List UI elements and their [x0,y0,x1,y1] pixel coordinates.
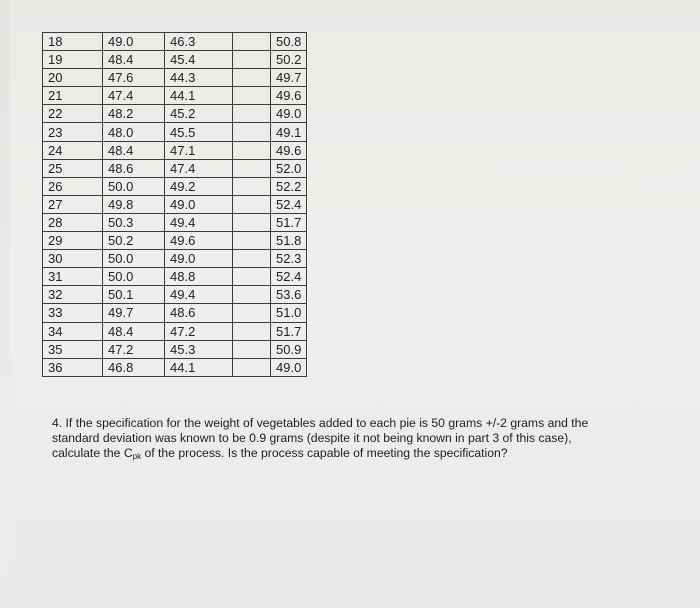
table-row [43,268,307,286]
table-cell: 23 [43,123,103,141]
table-cell: 48.0 [103,123,165,141]
table-cell: 48.8 [165,268,233,286]
table-cell: 47.1 [165,141,233,159]
cpk-subscript: pk [132,452,142,461]
question-line-3-start: calculate the C [52,446,133,460]
table-cell [233,232,271,250]
table-cell [233,268,271,286]
table-cell: 27 [43,195,103,213]
table-cell: 50.9 [271,340,307,358]
table-cell: 20 [43,69,103,87]
table-cell: 47.4 [103,87,165,105]
table-cell: 49.1 [271,123,307,141]
table-cell: 29 [43,232,103,250]
table-cell: 49.4 [165,213,233,231]
table-cell: 32 [43,286,103,304]
table-row [43,87,307,105]
table-cell: 50.2 [103,232,165,250]
question-4 [52,416,692,464]
table-cell: 48.2 [103,105,165,123]
table-cell: 45.4 [165,51,233,69]
question-line-3 [52,446,692,464]
table-cell: 50.0 [103,268,165,286]
table-cell: 36 [43,358,103,376]
table-row [43,304,307,322]
table-cell: 48.6 [165,304,233,322]
table-cell: 45.2 [165,105,233,123]
table-cell: 48.4 [103,51,165,69]
table-row [43,213,307,231]
table-cell [233,87,271,105]
table-cell: 34 [43,322,103,340]
table-cell: 21 [43,87,103,105]
table-cell: 45.3 [165,340,233,358]
table-row [43,340,307,358]
table-cell: 47.4 [165,159,233,177]
table-row [43,141,307,159]
table-cell [233,340,271,358]
table-cell: 49.4 [165,286,233,304]
table-cell: 52.4 [271,268,307,286]
table-cell: 49.7 [271,69,307,87]
table-cell: 50.8 [271,33,307,51]
question-line-2: standard deviation was known to be 0.9 grams (despite it not being known in part 3 of this case), [52,431,572,445]
table-cell [233,195,271,213]
table-cell: 52.3 [271,250,307,268]
table-cell: 49.7 [103,304,165,322]
table-cell: 49.0 [165,195,233,213]
table-cell: 51.7 [271,322,307,340]
table-cell: 49.0 [271,105,307,123]
table-cell [233,141,271,159]
table-row [43,322,307,340]
table-cell: 49.6 [165,232,233,250]
table-row [43,69,307,87]
table-cell [233,213,271,231]
table-cell: 44.1 [165,87,233,105]
table-cell: 49.0 [103,33,165,51]
table-cell: 51.0 [271,304,307,322]
table-cell: 49.0 [165,250,233,268]
table-cell [233,105,271,123]
table-row [43,232,307,250]
table-row [43,177,307,195]
table-cell [233,159,271,177]
question-line-3-end: of the process. Is the process capable of meeting the specification? [141,446,508,460]
table-cell: 51.8 [271,232,307,250]
table-cell: 47.2 [103,340,165,358]
table-cell: 49.6 [271,141,307,159]
table-cell: 49.0 [271,358,307,376]
table-cell: 46.3 [165,33,233,51]
table-cell: 50.0 [103,250,165,268]
table-cell: 49.8 [103,195,165,213]
data-table [42,32,307,377]
table-cell: 30 [43,250,103,268]
table-cell [233,358,271,376]
table-cell: 51.7 [271,213,307,231]
table-cell: 33 [43,304,103,322]
table-row [43,123,307,141]
table-cell: 52.2 [271,177,307,195]
table-cell [233,250,271,268]
table-cell: 47.6 [103,69,165,87]
table-cell: 52.4 [271,195,307,213]
table-cell: 46.8 [103,358,165,376]
table-row [43,250,307,268]
table-cell: 18 [43,33,103,51]
table-cell: 47.2 [165,322,233,340]
table-cell [233,33,271,51]
table-row [43,51,307,69]
table-cell: 50.0 [103,177,165,195]
table-cell: 50.1 [103,286,165,304]
table-cell: 48.4 [103,322,165,340]
table-cell: 24 [43,141,103,159]
table-cell: 28 [43,213,103,231]
table-cell [233,177,271,195]
table-cell: 53.6 [271,286,307,304]
table-cell: 26 [43,177,103,195]
table-cell [233,69,271,87]
table-cell [233,304,271,322]
table-cell: 25 [43,159,103,177]
table-cell: 50.2 [271,51,307,69]
table-row [43,195,307,213]
table-cell: 45.5 [165,123,233,141]
table-cell: 19 [43,51,103,69]
table-cell [233,286,271,304]
table-row [43,159,307,177]
table-cell: 50.3 [103,213,165,231]
table-cell: 48.4 [103,141,165,159]
table-cell: 44.1 [165,358,233,376]
table-cell: 49.6 [271,87,307,105]
table-cell: 48.6 [103,159,165,177]
table-cell: 22 [43,105,103,123]
table-cell [233,123,271,141]
table-cell: 44.3 [165,69,233,87]
table-cell: 35 [43,340,103,358]
question-line-1: 4. If the specification for the weight of vegetables added to each pie is 50 grams +/-2 grams and the [52,416,589,430]
table-cell [233,322,271,340]
data-table-body [43,33,307,377]
table-row [43,286,307,304]
table-cell: 49.2 [165,177,233,195]
table-row [43,105,307,123]
table-cell [233,51,271,69]
table-row [43,358,307,376]
table-row [43,33,307,51]
table-cell: 31 [43,268,103,286]
table-cell: 52.0 [271,159,307,177]
